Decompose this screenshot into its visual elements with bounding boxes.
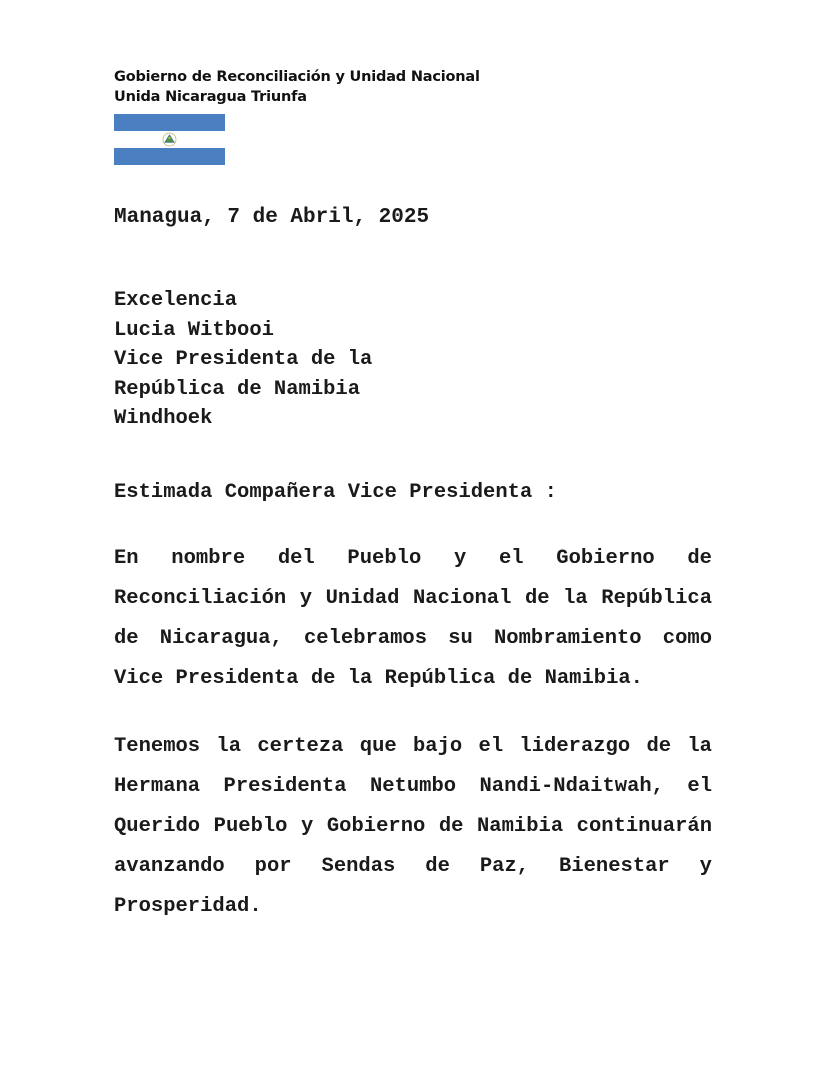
recipient-country: República de Namibia [114, 377, 361, 401]
coat-of-arms-icon [114, 131, 225, 148]
flag-bottom-band [114, 148, 225, 165]
letterhead [114, 67, 480, 107]
body-paragraph-1: En nombre del Pueblo y el Gobierno de Reconciliación y Unidad Nacional de la República de Nicaragua, celebramos su Nombramiento como Vice Presidenta de la República de Namibia. [114, 547, 712, 690]
recipient-city: Windhoek [114, 407, 213, 431]
letterhead-slogan: Unida Nicaragua Triunfa [114, 89, 307, 105]
flag-middle-band [114, 131, 225, 148]
recipient-title: Excelencia [114, 289, 238, 312]
flag-top-band [114, 114, 225, 131]
letterhead-government-name: Gobierno de Reconciliación y Unidad Nacional [114, 69, 480, 85]
letter-date: Managua, 7 de Abril, 2025 [114, 206, 430, 229]
nicaragua-flag-icon [114, 114, 225, 165]
recipient-block [114, 286, 372, 434]
salutation: Estimada Compañera Vice Presidenta : [114, 481, 557, 504]
body-paragraph-2: Tenemos la certeza que bajo el liderazgo de la Hermana Presidenta Netumbo Nandi-Ndaitwah, el Querido Pueblo y Gobierno de Namibia continuarán avanzando por Sendas de Paz, Bienestar y Prosperidad. [114, 735, 712, 918]
recipient-position: Vice Presidenta de la [114, 348, 373, 372]
recipient-name: Lucia Witbooi [114, 318, 274, 342]
